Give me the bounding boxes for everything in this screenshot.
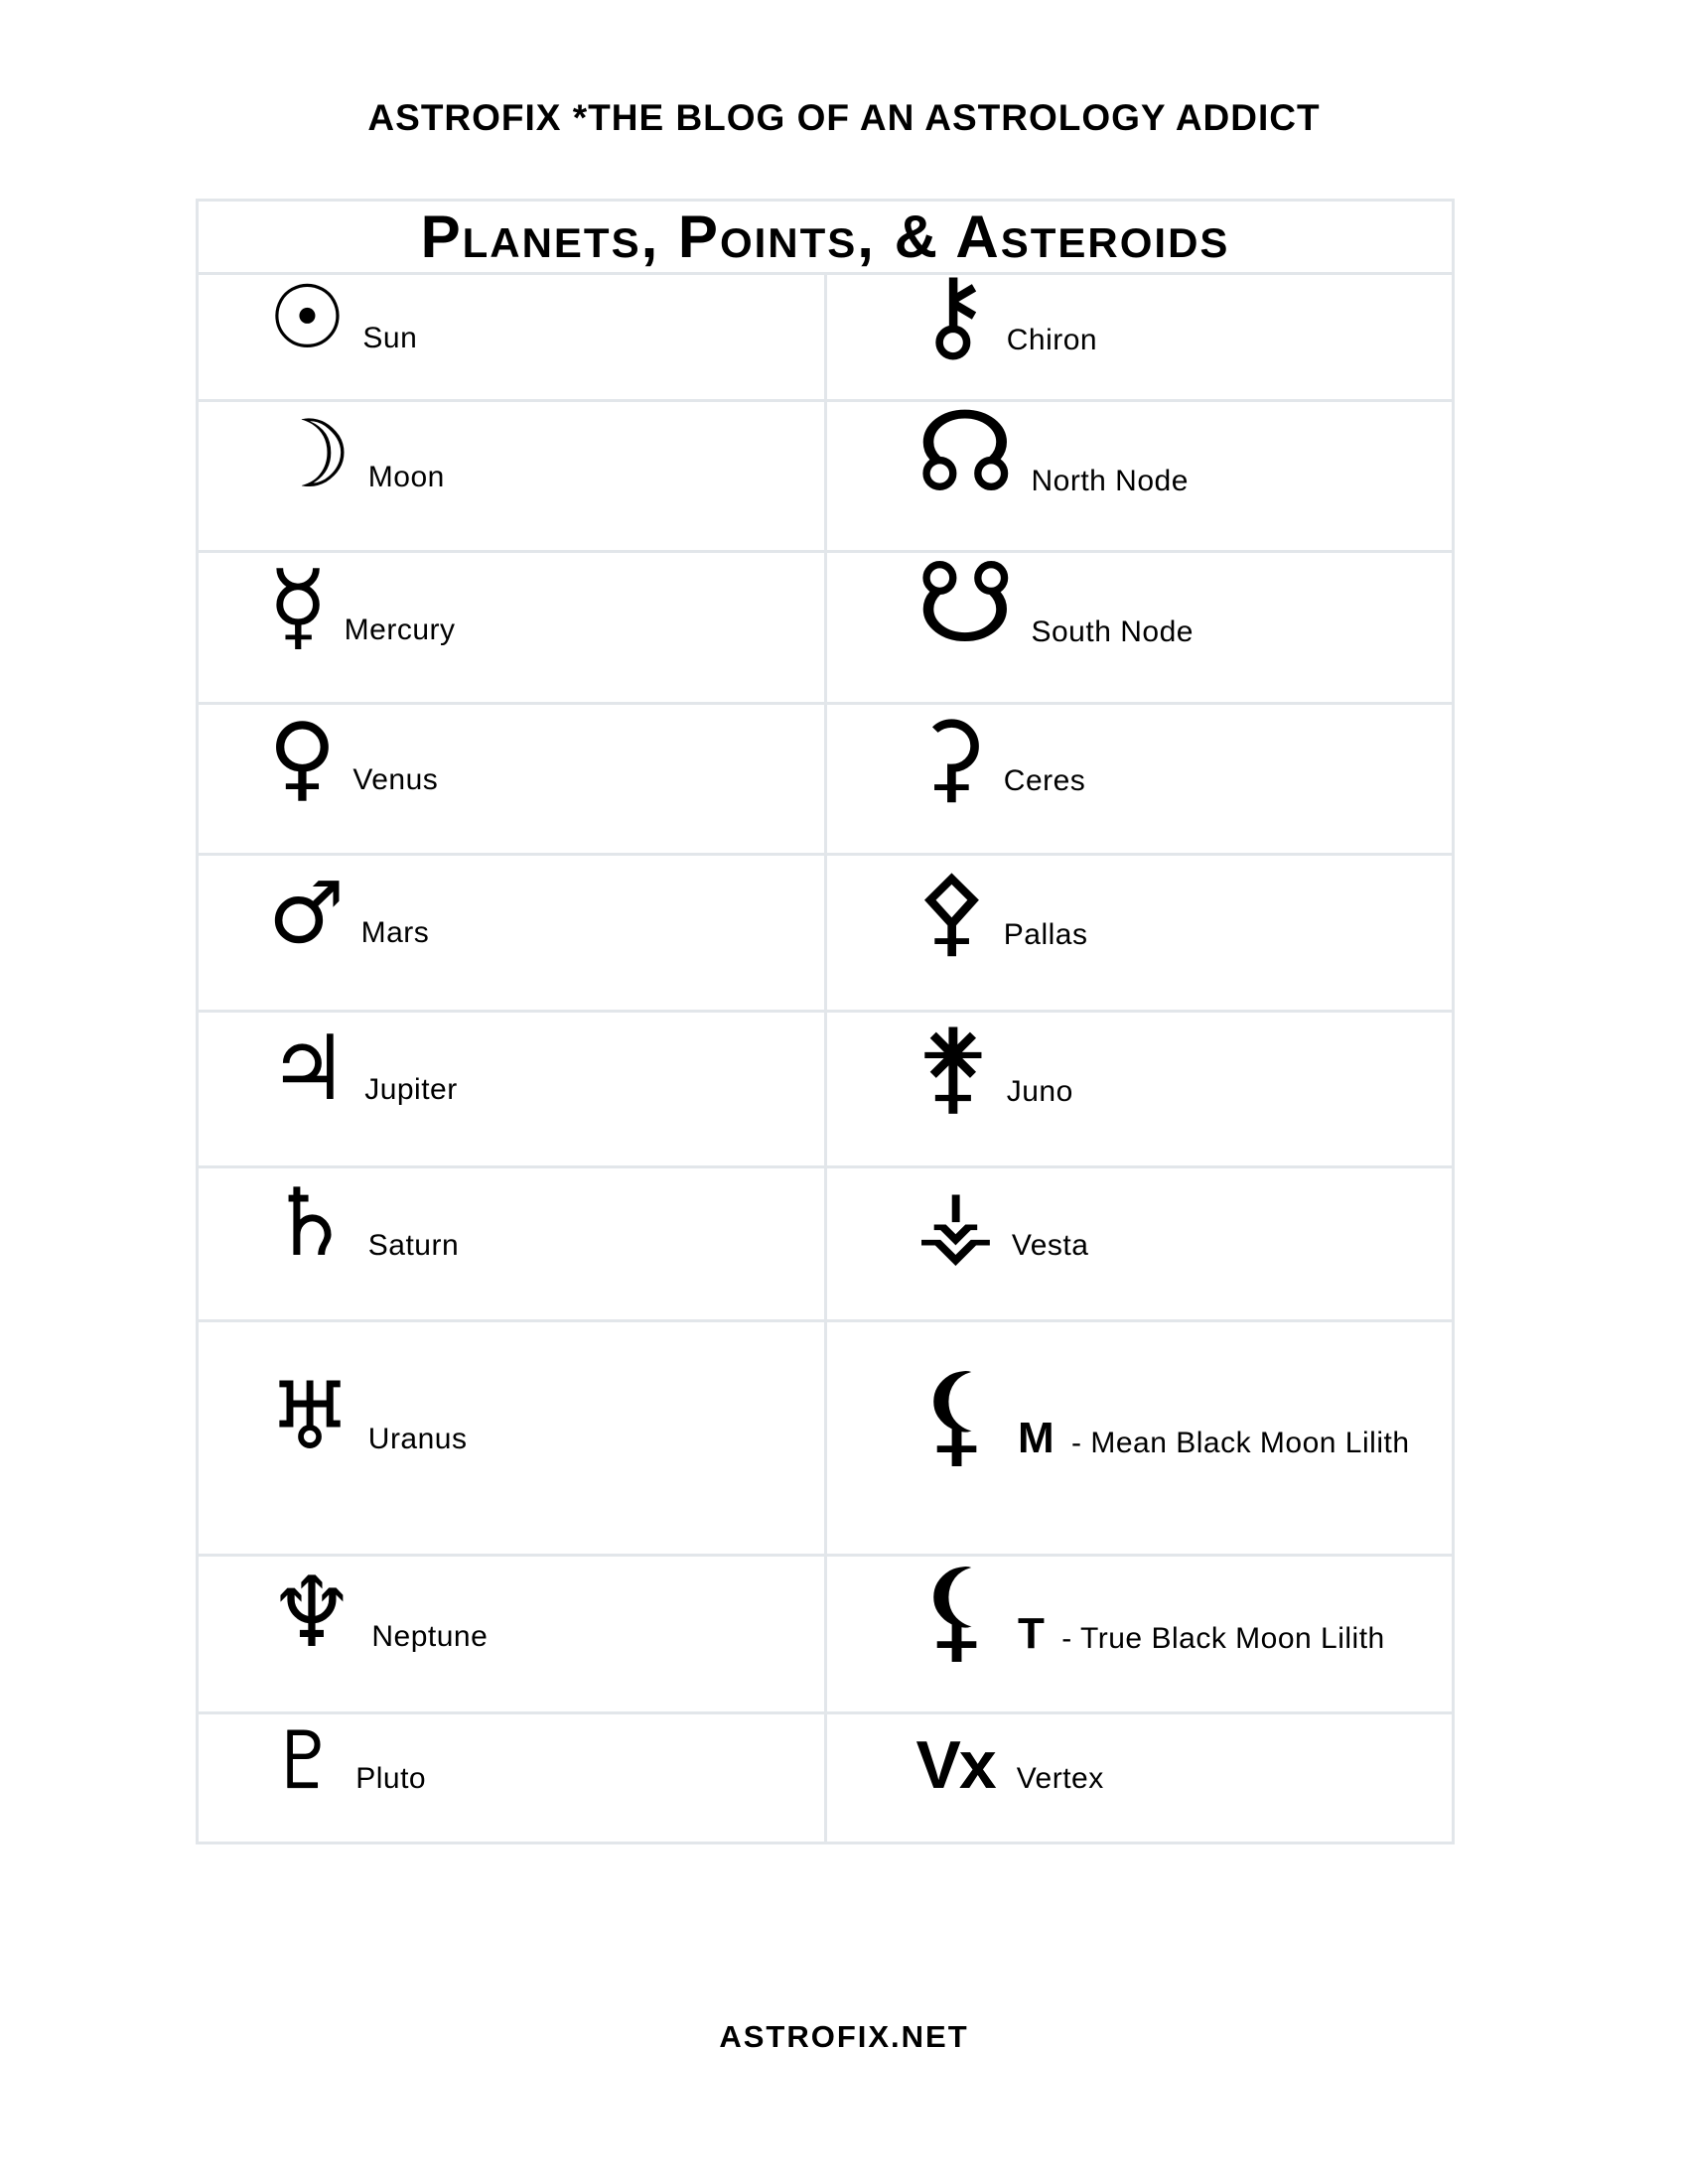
- chiron-cell: [825, 255, 1454, 401]
- mean-black-moon-lilith-label: - Mean Black Moon Lilith: [1071, 1426, 1410, 1459]
- mars-label: Mars: [360, 916, 430, 949]
- vesta-symbol: ⚶: [915, 1168, 996, 1278]
- saturn-symbol: ♄: [268, 1168, 352, 1278]
- jupiter-label: Jupiter: [364, 1073, 458, 1106]
- uranus-label: Uranus: [367, 1423, 468, 1455]
- sun-symbol: ☉: [268, 265, 348, 368]
- south-node-label: South Node: [1031, 615, 1194, 648]
- sun-label: Sun: [362, 321, 418, 354]
- venus-label: Venus: [352, 763, 439, 796]
- chiron-label: Chiron: [1006, 323, 1098, 356]
- table-row: [198, 1167, 1454, 1321]
- moon-cell: [198, 401, 826, 552]
- juno-symbol: ⚵: [915, 1008, 991, 1126]
- table-row: [198, 1556, 1454, 1713]
- pallas-label: Pallas: [1003, 918, 1088, 951]
- table-row: [198, 552, 1454, 704]
- pallas-symbol: ⚴: [915, 855, 988, 968]
- table-row: [198, 1713, 1454, 1843]
- mean-black-moon-lilith-symbol: ⚸: [915, 1349, 999, 1479]
- table-row: [198, 1012, 1454, 1167]
- vesta-label: Vesta: [1011, 1228, 1089, 1262]
- venus-cell: [198, 704, 826, 855]
- vesta-cell: [825, 1167, 1454, 1321]
- moon-symbol: ☽: [268, 401, 352, 509]
- north-node-label: North Node: [1031, 464, 1189, 497]
- pallas-cell: [825, 855, 1454, 1012]
- moon-label: Moon: [367, 461, 445, 493]
- planets-points-asteroids-table: [196, 199, 1455, 1844]
- true-black-moon-lilith-symbol: ⚸: [915, 1546, 999, 1676]
- juno-cell: [825, 1008, 1454, 1167]
- mercury-cell: [198, 549, 826, 704]
- chiron-symbol: ⚷: [915, 255, 991, 374]
- south-node-symbol: ☋: [915, 539, 1016, 668]
- vertex-cell: [825, 1713, 1454, 1843]
- table-row: [198, 274, 1454, 401]
- jupiter-symbol: ♃: [268, 1017, 350, 1121]
- table-row: [198, 401, 1454, 552]
- table-title: Planets, Points, & Asteroids: [198, 201, 1454, 274]
- pluto-cell: [198, 1713, 826, 1843]
- page-title: ASTROFIX *THE BLOG OF AN ASTROLOGY ADDICT: [367, 97, 1321, 138]
- saturn-label: Saturn: [367, 1228, 460, 1262]
- north-node-cell: [825, 387, 1454, 552]
- neptune-cell: [198, 1556, 826, 1713]
- north-node-symbol: ☊: [915, 387, 1016, 517]
- true-black-moon-lilith-label: - True Black Moon Lilith: [1061, 1622, 1385, 1656]
- ceres-cell: [825, 701, 1454, 855]
- mercury-label: Mercury: [344, 613, 456, 646]
- mars-symbol: ♂: [268, 864, 346, 963]
- table-title-row: [198, 201, 1454, 274]
- neptune-symbol: ♆: [268, 1556, 356, 1670]
- ceres-symbol: ⚳: [915, 701, 988, 814]
- pluto-label: Pluto: [355, 1761, 427, 1795]
- mercury-symbol: ☿: [268, 549, 329, 663]
- vertex-symbol: Vx: [915, 1726, 995, 1803]
- south-node-cell: [825, 539, 1454, 704]
- mean-black-moon-lilith-cell: [825, 1321, 1454, 1556]
- true-black-moon-lilith-prefix: T: [1018, 1609, 1046, 1659]
- mars-cell: [198, 855, 826, 1012]
- neptune-label: Neptune: [371, 1619, 489, 1653]
- mean-black-moon-lilith-prefix: M: [1018, 1413, 1055, 1462]
- juno-label: Juno: [1006, 1075, 1073, 1108]
- site-url: ASTROFIX.NET: [719, 2019, 969, 2054]
- table-row: [198, 1321, 1454, 1556]
- true-black-moon-lilith-cell: [825, 1546, 1454, 1713]
- jupiter-cell: [198, 1012, 826, 1167]
- table-row: [198, 855, 1454, 1012]
- uranus-symbol: ♅: [268, 1363, 352, 1471]
- saturn-cell: [198, 1167, 826, 1321]
- table-row: [198, 704, 1454, 855]
- uranus-cell: [198, 1321, 826, 1556]
- ceres-label: Ceres: [1003, 764, 1086, 797]
- pluto-symbol: ♇: [268, 1713, 341, 1807]
- venus-symbol: ♀: [268, 704, 338, 812]
- sun-cell: [198, 265, 826, 401]
- vertex-label: Vertex: [1016, 1761, 1104, 1795]
- symbol-table-body: [198, 255, 1454, 1843]
